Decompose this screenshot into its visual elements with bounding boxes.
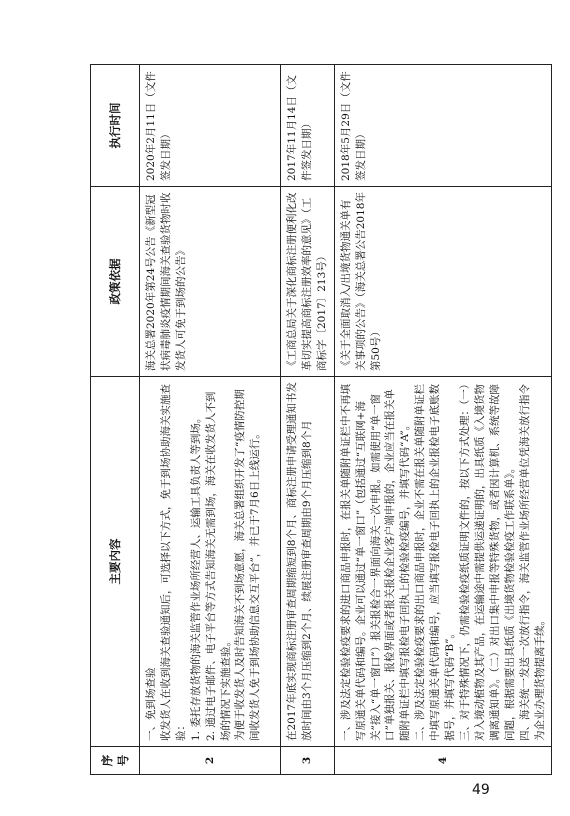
row-number: 2 xyxy=(140,747,281,775)
table-row xyxy=(281,65,335,775)
row-main-content xyxy=(140,377,281,747)
row-policy-basis: 《工商总局关于深化商标注册便利化改革切实提高商标注册效率的意见》（工商标字〔2017〕213号） xyxy=(281,187,335,377)
row-exec-date: 2018年5月29日（文件签发日期） xyxy=(334,65,552,187)
policy-table xyxy=(90,64,552,775)
header-date: 执行时间 xyxy=(91,65,140,187)
content-line: 为便于收发货人及时告知海关不到场意愿，海关总署组织开发了“疫情防控期间收发货人免于到场协助信息交互平台”，并已于7月6日上线运行。 xyxy=(234,389,262,741)
header-basis: 政策依据 xyxy=(91,187,140,377)
row-exec-date: 2020年2月11日（文件签发日期） xyxy=(140,65,281,187)
row-number: 4 xyxy=(334,747,552,775)
content-line: 收发货人在收到海关查验通知后，可选择以下方式，免于到场协助海关实施查验： xyxy=(159,384,187,741)
content-line: 一、涉及法定检验检疫要求的进口商品申报时，在报关单随附单证栏中不再填写原通关单代码和编号。企业可以通过“单一窗口”（包括通过“互联网+海关”接入“单一窗口”）报关报检合一界面向海关一次申报。如需使用“单一窗口”单独报关、报检界面或者报关报检企业客户端申报的，企业应当在报关单随附单证栏中填写报检电子回执上的检验检疫编号，并填写代码“A”。 xyxy=(339,384,412,741)
row-number: 3 xyxy=(281,747,335,775)
content-line: 三、对于特殊情况下，仍需检验检疫纸质证明文件的，按以下方式处理：（一）对入境动植物及其产品，在运输途中需提供运递证明的，出具纸质《入境货物调离通知单》。（二）对出口集中申报等特殊货物，或者因计算机、系统等故障问题，根据需要出具纸质《出境货物检验检疫工作联系单》。 xyxy=(458,384,516,741)
table-row xyxy=(140,65,281,775)
header-main: 主要内容 xyxy=(91,377,140,747)
content-line: 1. 委托存放货物的海关监管作业场所经营人、运输工具负责人等到场。 xyxy=(189,412,202,741)
page-number: 49 xyxy=(472,782,490,798)
content-line: 一、免到场查验 xyxy=(145,667,157,741)
row-main-content xyxy=(281,377,335,747)
row-policy-basis: 海关总署2020年第24号公告《新型冠状病毒肺炎疫情期间海关查验货物时收发货人可免于到场的公告》 xyxy=(140,187,281,377)
row-exec-date: 2017年11月14日（文件签发日期） xyxy=(281,65,335,187)
row-main-content xyxy=(334,377,552,747)
content-line: 四、海关统一发送一次放行指令，海关监管作业场所经营单位凭海关放行指令为企业办理货物提离手续。 xyxy=(518,384,546,741)
row-policy-basis: 《关于全面取消入/出境货物通关单有关事项的公告》（海关总署公告2018年第50号） xyxy=(334,187,552,377)
table-header-row xyxy=(91,65,140,775)
header-num: 序号 xyxy=(91,747,140,775)
content-line: 2. 通过电子邮件、电子平台等方式告知海关无需到场，海关在收发货人不到场的情况下实施查验。 xyxy=(204,391,232,741)
table-row xyxy=(334,65,552,775)
content-line: 在2017年底实现商标注册审查周期缩短到8个月、商标注册申请受理通知书发放时间由3个月压缩到2个月、续展注册审查周期由9个月压缩到8个月 xyxy=(286,382,313,741)
rotated-table-container xyxy=(90,65,546,775)
content-line: 二、涉及法定检验检疫要求的出口商品申报时，企业不需在报关单随附单证栏中填写原通关单代码和编号，应当填写报检电子回执上的企业报检电子底账数据号，并填写代码“B”。 xyxy=(414,384,457,741)
